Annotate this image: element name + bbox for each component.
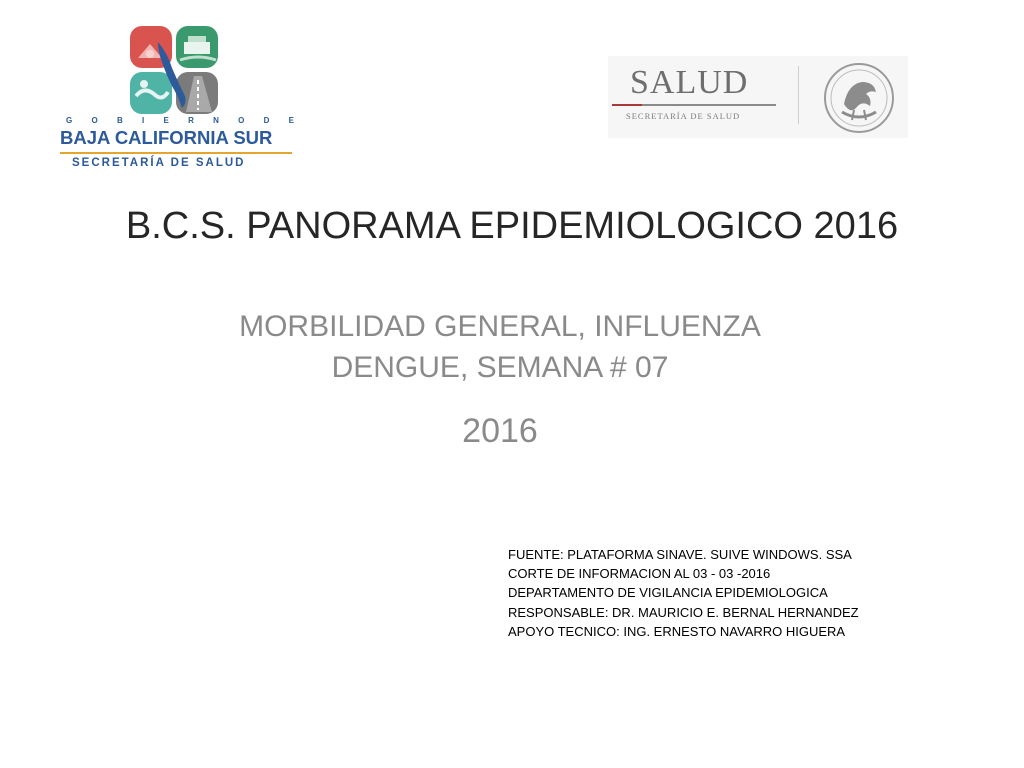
salud-subtitle: SECRETARÍA DE SALUD [626, 111, 741, 121]
salud-logo [608, 56, 908, 138]
bcs-letter: G [66, 116, 73, 125]
credit-line: APOYO TECNICO: ING. ERNESTO NAVARRO HIGUERA [508, 623, 846, 639]
salud-divider-accent [612, 104, 642, 106]
credit-line: RESPONSABLE: DR. MAURICIO E. BERNAL HERNANDEZ [508, 604, 859, 620]
bcs-letter: N [213, 116, 219, 125]
bcs-divider [60, 152, 292, 154]
mexico-national-seal-icon [818, 60, 900, 136]
bcs-letter: O [238, 116, 245, 125]
bcs-letter: E [163, 116, 169, 125]
bcs-letter: B [116, 116, 123, 125]
bcs-gobierno-text [66, 116, 294, 125]
credit-line: FUENTE: PLATAFORMA SINAVE. SUIVE WINDOWS. SSA [508, 547, 852, 562]
credit-line: DEPARTAMENTO DE VIGILANCIA EPIDEMIOLOGICA [508, 585, 828, 601]
bcs-state-name: BAJA CALIFORNIA SUR [60, 127, 273, 148]
bcs-emblem-icon [128, 24, 220, 116]
bcs-logo [58, 20, 298, 170]
subtitle-line-1: MORBILIDAD GENERAL, INFLUENZA [239, 310, 761, 343]
salud-word: SALUD [630, 64, 749, 101]
slide-year: 2016 [462, 412, 538, 450]
subtitle-line-2: DENGUE, SEMANA # 07 [331, 351, 669, 384]
slide-subtitle [150, 306, 850, 388]
bcs-letter: I [142, 116, 145, 125]
credit-line: CORTE DE INFORMACION AL 03 - 03 -2016 [508, 566, 771, 582]
salud-vertical-divider [798, 66, 799, 124]
bcs-letter: R [188, 116, 194, 125]
bcs-letter: E [288, 116, 294, 125]
bcs-letter: D [263, 116, 270, 125]
bcs-secretaria-name: SECRETARÍA DE SALUD [72, 157, 246, 169]
slide-title: B.C.S. PANORAMA EPIDEMIOLOGICO 2016 [125, 205, 899, 247]
source-credits [508, 545, 928, 641]
bcs-letter: O [91, 116, 98, 125]
